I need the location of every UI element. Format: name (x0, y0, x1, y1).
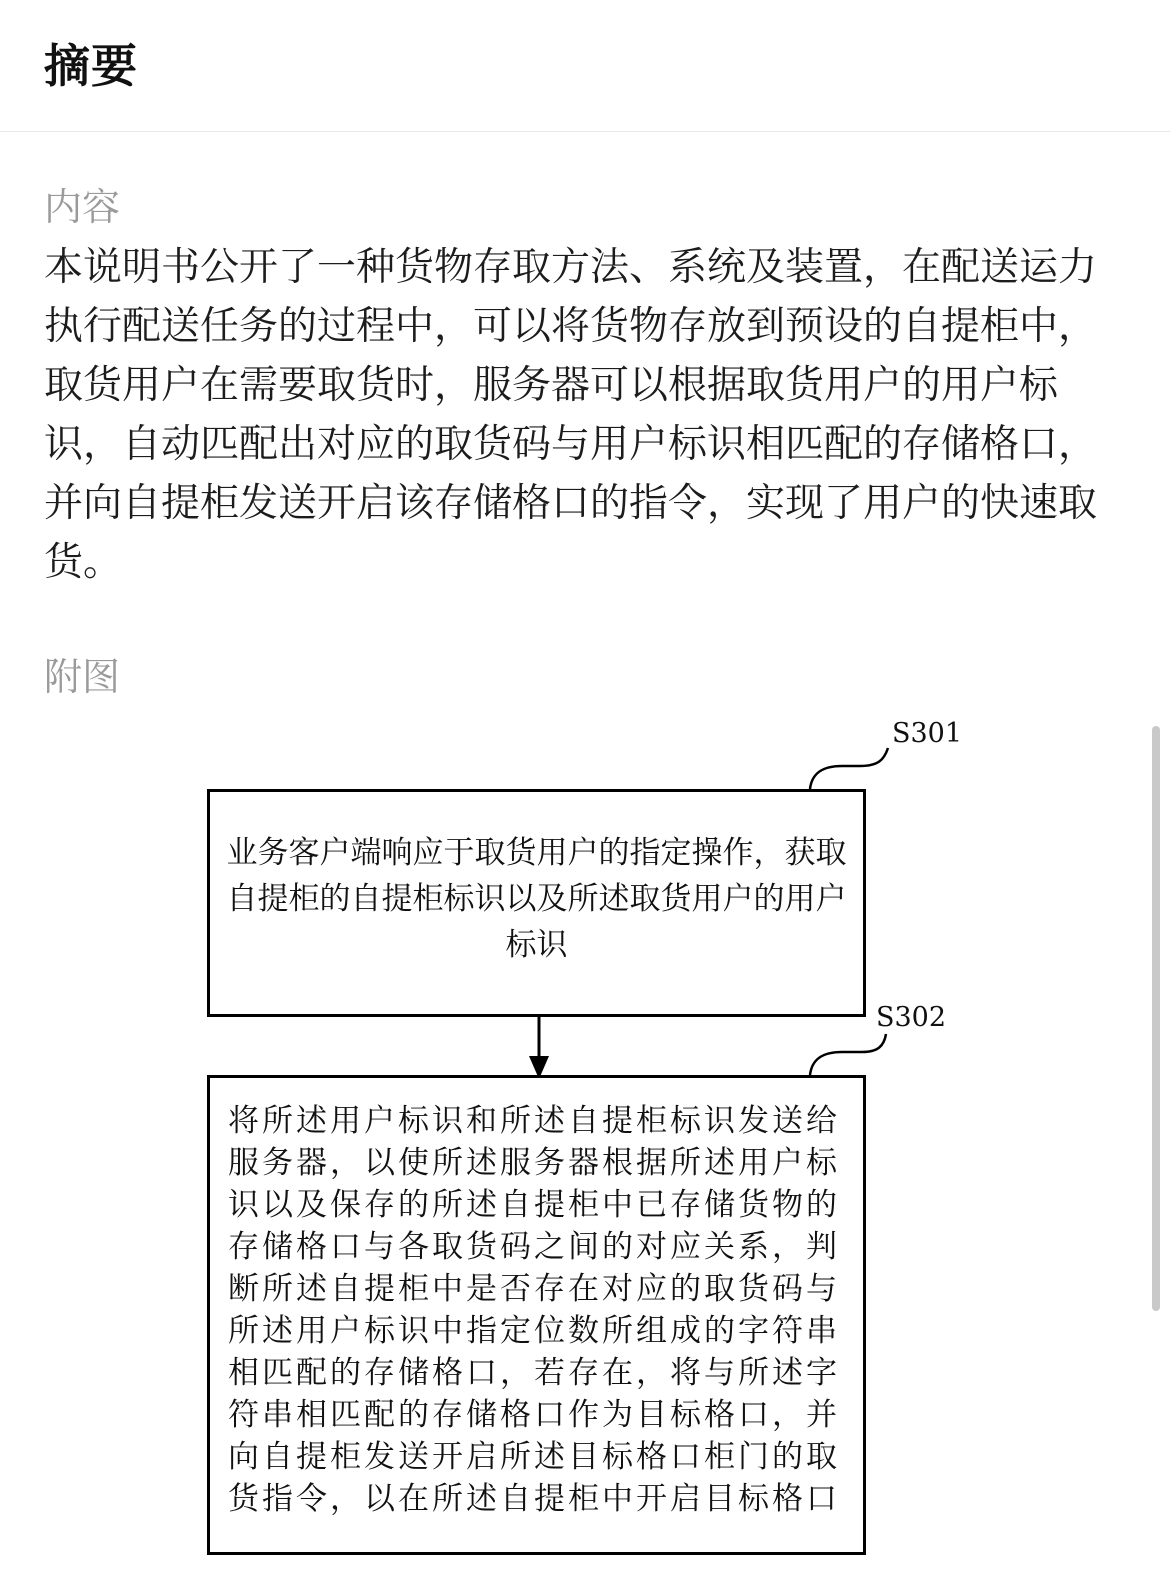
flowchart-figure (0, 710, 1140, 1569)
content-section-label: 内容 (44, 185, 121, 229)
s302-leader-line (810, 1034, 886, 1075)
s301-leader-line (810, 748, 888, 789)
step-text-s301: 业务客户端响应于取货用户的指定操作，获取自提柜的自提柜标识以及所述取货用户的用户标识 (226, 835, 847, 963)
abstract-text: 本说明书公开了一种货物存取方法、系统及装置，在配送运力执行配送任务的过程中，可以将货物存放到预设的自提柜中，取货用户在需要取货时，服务器可以根据取货用户的用户标识，自动匹配出对应的取货码与用户标识相匹配的存储格口，并向自提柜发送开启该存储格口的指令，实现了用户的快速取货。 (44, 245, 1098, 585)
step-text-s302: 将所述用户标识和所述自提柜标识发送给服务器，以使所述服务器根据所述用户标识以及保存的所述自提柜中已存储货物的存储格口与各取货码之间的对应关系，判断所述自提柜中是否存在对应的取货码与所述用户标识中指定位数所组成的字符串相匹配的存储格口，若存在，将与所述字符串相匹配的存储格口作为目标格口，并向自提柜发送开启所述目标格口柜门的取货指令，以在所述自提柜中开启目标格口 (228, 1103, 840, 1517)
page-title: 摘要 (44, 39, 138, 93)
step-box-s302 (207, 1075, 866, 1555)
step-box-s301 (207, 789, 866, 1017)
page-header (0, 0, 1170, 132)
step-label-s301: S301 (892, 718, 963, 749)
vertical-scrollbar[interactable] (1152, 726, 1160, 1311)
step-label-s302: S302 (876, 1002, 947, 1033)
figure-section-label: 附图 (44, 655, 121, 699)
